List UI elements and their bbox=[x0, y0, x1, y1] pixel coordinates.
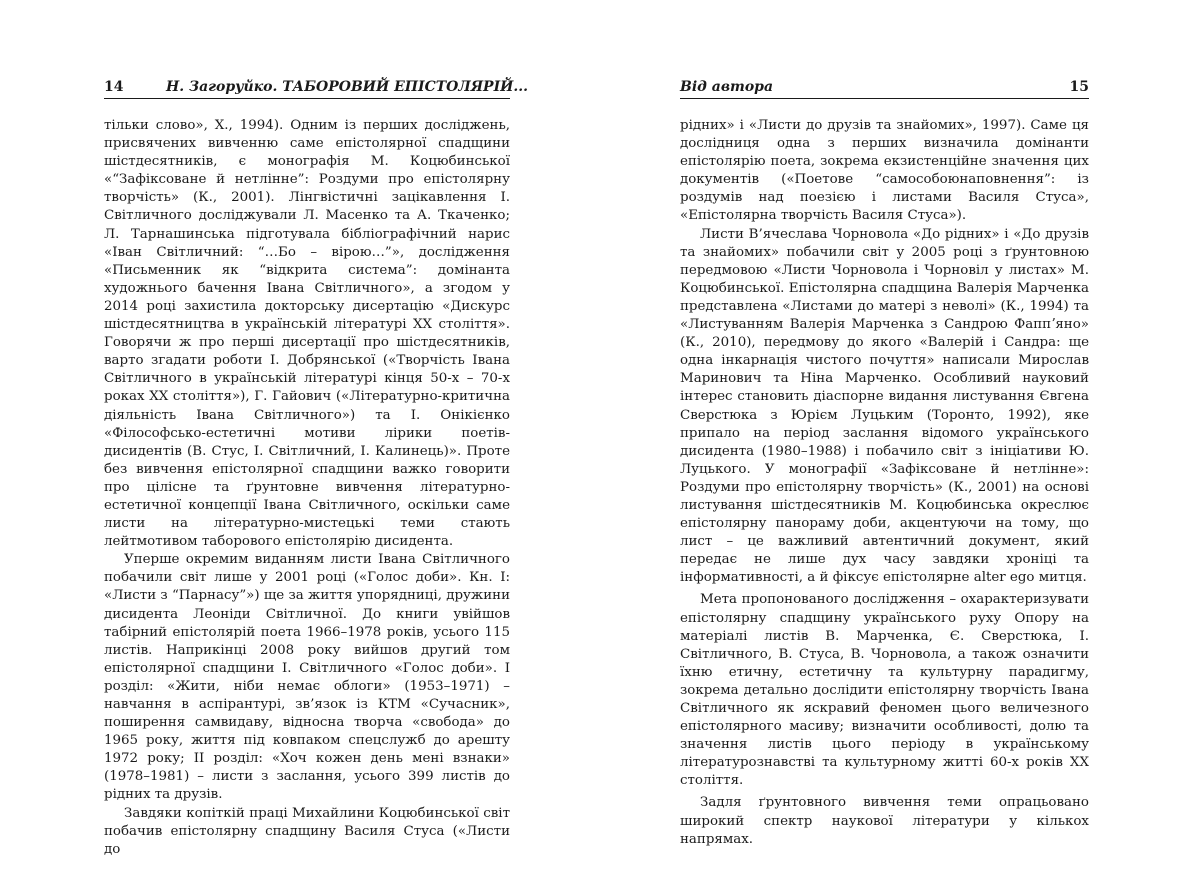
left-paragraph-1: тільки слово», Х., 1994). Одним із перших досліджень, присвячених вивченню саме епістолярної спадщини шістдесятників, є монографія М. Коцюбинської «“Зафіксоване й нетлінне”: Роздуми про епістолярну творчість» (К., 2001). Лінгвістичні зацікавлення І. Світличного досліджували Л. Масенко та А. Ткаченко; Л. Тарнашинська підготувала бібліографічний нарис «Іван Світличний: “…Бо – вірою…”», дослідження «Письменник як “відкрита система”: домінанта художнього бачення Івана Світличного», а згодом у 2014 році захистила докторську дисертацію «Дискурс шістдесятництва в українській літературі ХХ століття». Говорячи ж про перші дисертації про шістдесятників, варто згадати роботи І. Добрянської («Творчість Івана Світличного в українській літературі кінця 50-х – 70-х роках ХХ століття»), Г. Гайович («Літературно-критична діяльність Івана Світличного») та І. Онікієнко «Філософсько-естетичні мотиви лірики поетів-дисидентів (В. Стус, І. Світличний, І. Калинець)». Проте без вивчення епістолярної спадщини важко говорити про цілісне та ґрунтовне вивчення літературно-естетичної концепції Івана Світличного, оскільки саме листи на літературно-мистецькі теми стають лейтмотивом таборового епістолярію дисидента. bbox=[104, 118, 510, 550]
left-page bbox=[104, 0, 528, 893]
left-paragraph-2: Уперше окремим виданням листи Івана Світличного побачили світ лише у 2001 році («Голос доби». Кн. І: «Листи з “Парнасу”») ще за життя упорядниці, дружини дисидента Леоніди Світличної. До книги увійшов табірний епістолярій поета 1966–1978 років, усього 115 листів. Наприкінці 2008 року вийшов другий том епістолярної спадщини І. Світличного «Голос доби». І розділ: «Жити, ніби немає облоги» (1953–1971) – навчання в аспірантурі, зв’язок із КТМ «Сучасник», поширення самвидаву, відносна творча «свобода» до 1965 року, життя під ковпаком спецслужб до арешту 1972 року; ІІ розділ: «Хоч кожен день мені взнаки» (1978–1981) – листи з заслання, усього 399 листів до рідних та друзів. bbox=[104, 552, 510, 803]
left-running-head bbox=[104, 76, 528, 99]
left-running-title: Н. Загоруйко. ТАБОРОВИЙ ЕПІСТОЛЯРІЙ... bbox=[166, 79, 528, 95]
right-page-number: 15 bbox=[1069, 79, 1089, 95]
right-paragraph-1: рідних» і «Листи до друзів та знайомих», 1997). Саме ця дослідниця одна з перших визначила домінанти епістолярію поета, зокрема екзистенційне значення цих документів («Поетове “самособоюнаповнення”: із роздумів над поезією і листами Василя Стуса», «Епістолярна творчість Василя Стуса»). bbox=[680, 118, 1089, 224]
right-paragraph-3: Мета пропонованого дослідження – охарактеризувати епістолярну спадщину українського руху Опору на матеріалі листів В. Марченка, Є. Сверстюка, І. Світличного, В. Стуса, В. Чорновола, а також означити їхню етичну, естетичну та культурну парадигму, зокрема детально дослідити епістолярну творчість Івана Світличного як яскравий феномен цього величезного епістолярного масиву; визначити особливості, долю та значення листів цього періоду в українському літературознавстві та культурному житті 60-х років ХХ століття. bbox=[680, 592, 1089, 789]
left-paragraph-3: Завдяки копіткій праці Михайлини Коцюбинської світ побачив епістолярну спадщину Василя Стуса («Листи до bbox=[104, 805, 510, 857]
right-paragraph-4: Задля ґрунтовного вивчення теми опрацьовано широкий спектр наукової літератури у кількох напрямах. bbox=[680, 795, 1089, 847]
right-page bbox=[680, 0, 1089, 893]
left-page-number: 14 bbox=[104, 79, 124, 95]
right-body-text bbox=[680, 117, 1089, 849]
right-running-title: Від автора bbox=[680, 79, 774, 95]
right-running-head bbox=[680, 76, 1089, 99]
left-body-text bbox=[104, 117, 510, 859]
right-paragraph-2: Листи В’ячеслава Чорновола «До рідних» і «До друзів та знайомих» побачили світ у 2005 році з ґрунтовною передмовою «Листи Чорновола і Чорновіл у листах» М. Коцюбинської. Епістолярна спадщина Валерія Марченка представлена «Листами до матері з неволі» (К., 1994) та «Листуванням Валерія Марченка з Сандрою Фаппʼяно» (К., 2010), передмову до якого «Валерій і Сандра: ще одна інкарнація чистого почуття» написали Мирослав Маринович та Ніна Марченко. Особливий науковий інтерес становить діаспорне видання листування Євгена Сверстюка з Юрієм Луцьким (Торонто, 1992), яке припало на період заслання відомого українського дисидента (1980–1988) і побачило світ з ініціативи Ю. Луцького. У монографії «Зафіксоване й нетлінне»: Роздуми про епістолярну творчість» (К., 2001) на основі листування шістдесятників М. Коцюбинська окреслює епістолярну панораму доби, акцентуючи на тому, що лист – це важливий автентичний документ, який передає не лише дух часу завдяки хроніці та інформативності, а й фіксує епістолярне alter ego митця. bbox=[680, 226, 1089, 586]
